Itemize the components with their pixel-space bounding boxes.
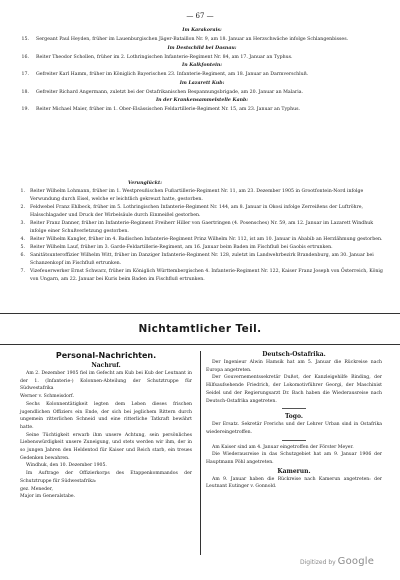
personal-nachrichten-column [20,350,192,501]
nachruf-signer: gez. Meneder, [20,486,53,492]
news-paragraph-1: Der Ingenieur Alwin Hamsik hat am 5. Januar die Rückreise nach Europa angetreten. [206,360,382,373]
nachruf-name: Werner v. Schmeisdorf. [20,394,75,400]
personal-nachrichten-title: Personal-Nachrichten. [55,351,157,360]
location-heading: Im Karakorais: [182,28,222,33]
entry-text: Gefreiter Richard Angermann, zuletzt bei der Ostafrikanischen Bespannungsbrigade, am 20. Januar an Malaria. [36,89,303,95]
news-paragraph-5: Die Wiederausreise in das Schutzgebiet hat am 9. Januar 1906 der Hauptmann Pöhl angetreten. [206,452,382,466]
entry-number: 15. [21,37,29,42]
entry-text: Sergeant Paul Heyden, früher im Lauenburgischen Jäger-Bataillon Nr. 9, am 18. Januar an Herzschwäche infolge Schlangenbisses. [36,37,349,42]
accident-entry [16,268,388,284]
entry-number: 1. [20,189,25,194]
nachruf-signer-rank: Major im Generalstabe. [20,494,76,500]
entry-text: Reiter Theodor Schollen, früher im 2. Lothringischen Infanterie-Regiment Nr. 84, am 17. Januar an Typhus. [36,54,293,60]
location-heading: Im Destschild bei Dasnau: [167,45,237,51]
divider-top [0,313,400,314]
nachruf-paragraph-3: Seine Tüchtigkeit erwarb ihm unsere Achtung, sein persönliches Liebenswürdigkeit unsere Zuneigung, und stets werden wir ihm, der in so jungen Jahren den Heldentod für Kaiser und Reich starb, ein treues Gedenken bewahren. [20,432,192,461]
nichtamtlicher-teil-heading: Nichtamtlicher Teil. [138,323,262,335]
short-divider [282,440,306,441]
section-heading: Verunglückt: [128,181,162,186]
entry-text: Gefreiter Karl Hamm, früher im Königlich Bayerischen 23. Infanterie-Regiment, am 18. Januar an Darmverschluß. [36,72,309,77]
death-entries [16,27,388,115]
entry-text: Reiter Wilhelm Lohmann, früher im 1. Westpreußischen Fußartillerie-Regiment Nr. 11, am 23. Dezember 1905 in Grootfontein-Nord infolge Verwundung durch Eisel, welche er leichtlich gekreuzt hatte, gestorben. [30,189,364,202]
nachruf-place-date: Windhuk, den 10. Dezember 1905. [26,463,107,469]
death-entry [16,36,388,45]
nachruf-sign-intro: Im Auftrage der Offizierkorps des Etappenkommandos der Schutztruppe für Südwestafrika: [20,471,192,484]
entry-text: Reiter Wilhelm Lauf, früher im 3. Garde-Feldartillerie-Regiment, am 16. Januar beim Baden im Fischfluß bei Gaobis ertrunken. [30,245,333,250]
news-paragraph-4: Am Kaiser sind am 4. Januar eingetroffen der Förster Meyer. [212,444,354,450]
entry-number: 5. [20,245,25,250]
accident-entry [16,220,388,236]
entry-text: Sanitätsunteroffizier Wilhelm Witt, früher im Danziger Infanterie-Regiment Nr. 128, zuletzt im Landwehrbezirk Brandenburg, am 30. Januar bei Schanzenkopf im Fischfluß ertrunken. [30,253,374,266]
entry-text: Feldwebel Franz Ehlbeck, früher im 5. Lothringischen Infanterie-Regiment Nr. 144, am 8. Januar in Okosi infolge Zerreißens der Luftröhre, Halsschlagader und Druck der Wirbelsäule durch Einmeißel gestorben. [30,205,364,218]
entry-number: 17. [21,72,29,77]
nachruf-paragraph-1: Am 2. Dezember 1905 fiel im Gefecht am Kub bei Kub der Leutnant in der 1. (Infanterie-) Kolonnen-Abteilung der Schutztruppe für Südwestafrika [20,371,192,392]
death-entry [16,89,388,98]
accident-entry [16,204,388,220]
page-number: — 67 — [186,12,214,20]
accident-entry [16,252,388,268]
death-entry [16,106,388,115]
news-paragraph-3: Der Ersatz. Sekretär Frerichs und der Lehrer Urban sind in Ostafrika wiedereingetroffen. [206,422,382,435]
accident-entry [16,236,388,244]
entry-number: 16. [21,54,29,60]
google-logo-text: Google [337,556,375,567]
accident-entry [16,188,388,204]
location-heading: In der Krankensammelstelle Kanb: [155,98,249,103]
nachruf-paragraph-2: Sechs Kolonnentätigkeit legten dem Leben dieses frischen jugendlichen Offiziers ein Ende, der sich bei jeglichem Rittern durch ungemein ritterlichen Schneid und eine ritterliche Tatkraft bewährt hatte. [20,401,192,430]
divider-bottom [0,344,400,345]
togo-heading: Togo. [285,413,303,421]
personnel-news-column [206,350,382,491]
entry-number: 18. [21,89,29,95]
entry-number: 2. [20,205,25,210]
kamerun-heading: Kamerun. [277,467,311,475]
entry-text: Reiter Wilhelm Kangler, früher im 4. Badischen Infanterie-Regiment Prinz Wilhelm Nr. 112, ist am 10. Januar in Ababib an Herzlähmung gestorben. [30,237,383,242]
news-paragraph-6: Am 9. Januar haben die Rückreise nach Kamerun angetreten: der Leutnant Eutinger v. Gonnold. [206,476,382,490]
column-divider [200,351,201,555]
death-entry [16,71,388,80]
entry-number: 4. [20,237,25,242]
short-divider [282,408,306,409]
death-entry [16,54,388,63]
entry-text: Reiter Franz Danner, früher im Infanterie-Regiment Freiherr Hiller von Gaertringen (4. Posensches) Nr. 59, am 12. Januar im Lazarett Windhuk infolge einer Schußverletzung gestorben. [30,221,374,234]
entry-number: 7. [20,269,25,274]
deutsch-ostafrika-heading: Deutsch-Ostafrika. [262,351,326,358]
watermark-prefix: Digitized by [300,559,336,566]
entry-text: Reiter Michael Maier, früher im 1. Ober-Elsässischen Feldartillerie-Regiment Nr. 15, am 23. Januar an Typhus. [36,107,301,112]
accident-entry [16,244,388,252]
location-heading: In Kalkfontein: [182,63,222,68]
digitized-watermark [300,556,374,567]
location-heading: Im Lazarett Kub: [179,80,225,86]
entry-number: 3. [20,221,25,226]
entry-number: 19. [21,107,29,112]
entry-text: Vizefeuerwerker Ernst Schwarz, früher im Königlich Württembergischen 4. Infanterie-Regiment Nr. 122, Kaiser Franz Joseph von Österreich, König von Ungarn, am 22. Januar bei Kuris beim Baden im Fischfluß ertrunken. [30,269,383,282]
news-paragraph-2: Der Gouvernementssekretär Dußot, der Kanzleigehilfe Binding, der Hilfsaufsehende Friedrich, der Lokomotivführer Georgi, der Maschinist Seidel und der Regierungsarzt Dr. Bach haben die Wiederausreise nach Deutsch-Ostafrika angetreten. [206,375,382,404]
verungluckt-section [16,180,388,284]
entry-number: 6. [20,253,25,258]
nachruf-heading: Nachruf. [91,362,121,369]
